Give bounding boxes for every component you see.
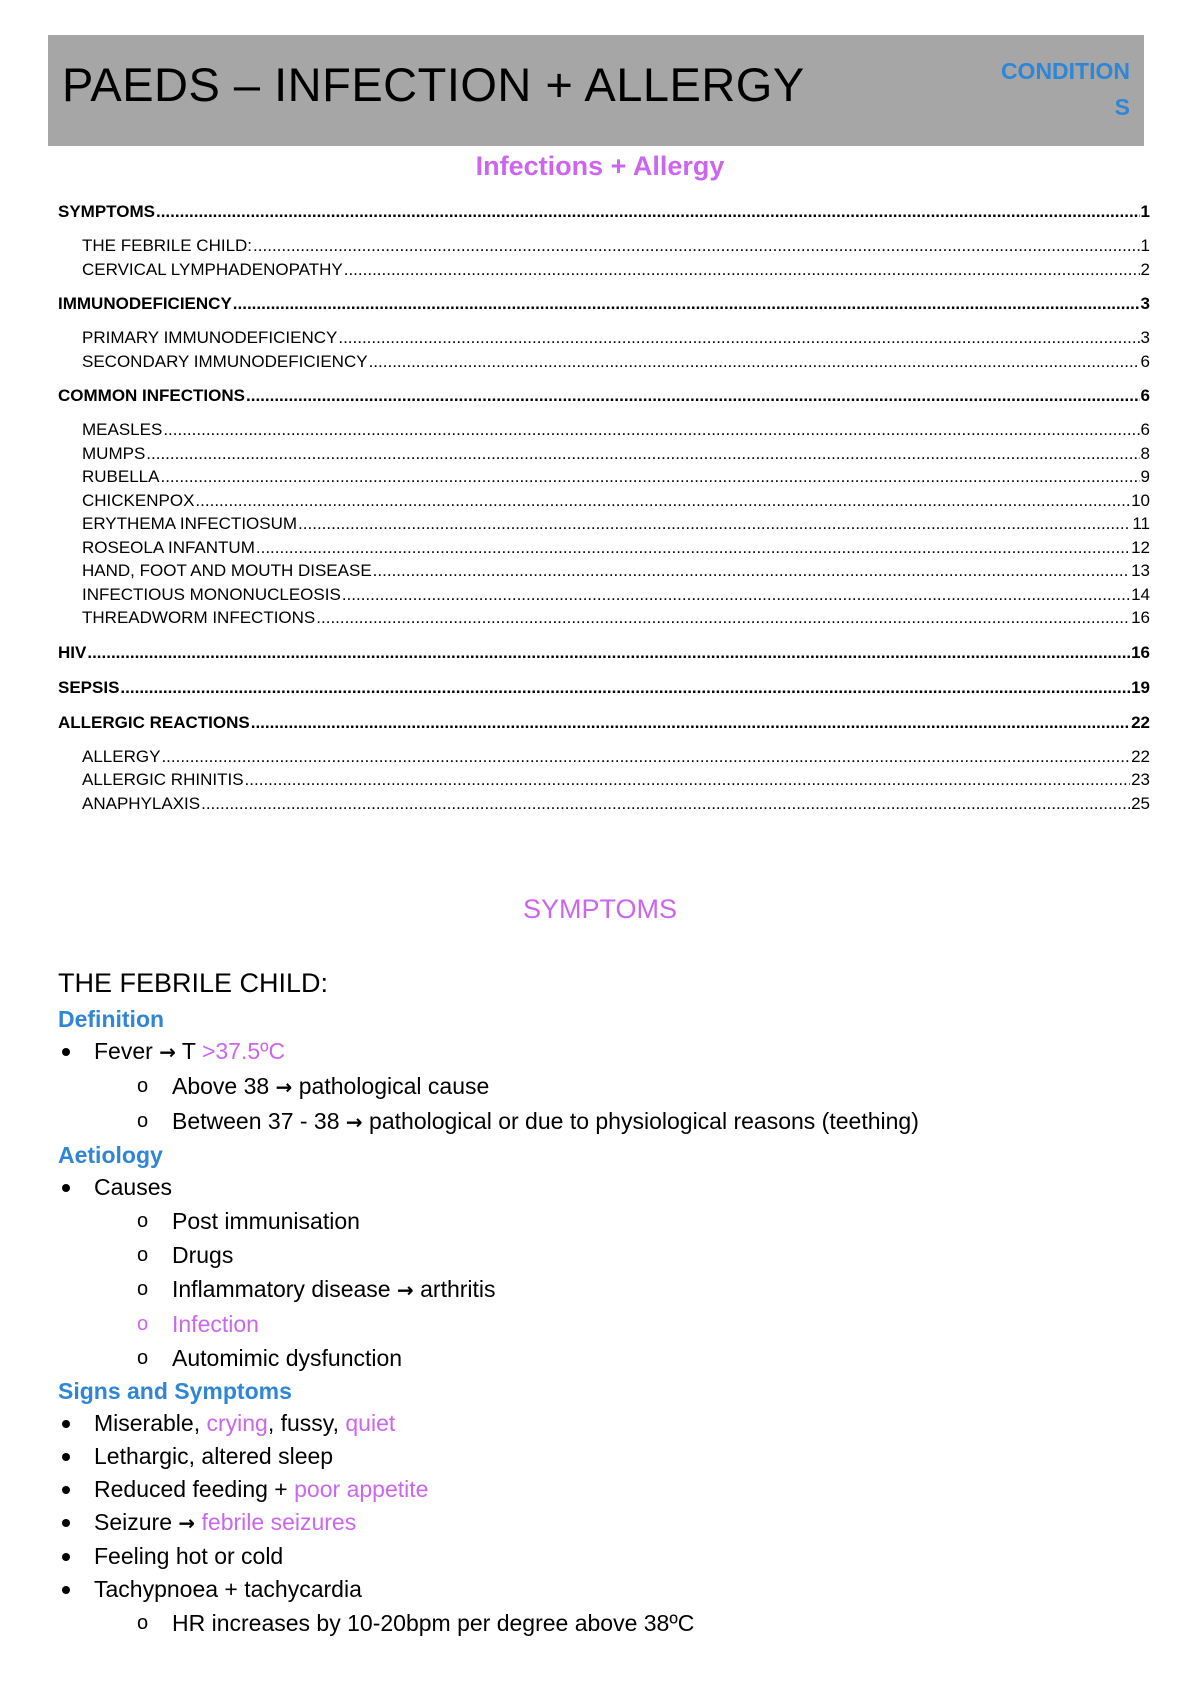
toc-entry-page: 11 — [1132, 514, 1150, 533]
toc-leader-dots — [369, 350, 1140, 374]
toc-entry-page: 12 — [1131, 537, 1150, 557]
toc-entry[interactable] — [58, 768, 1150, 792]
toc-entry-page: 16 — [1131, 642, 1150, 662]
toc-entry-label: SEPSIS — [58, 677, 120, 697]
document-category: CONDITIONS — [1000, 58, 1130, 120]
toc-entry-label: PRIMARY IMMUNODEFICIENCY — [82, 328, 338, 347]
toc-entry[interactable] — [58, 512, 1150, 536]
toc-entry[interactable] — [58, 606, 1150, 630]
toc-entry-label: COMMON INFECTIONS — [58, 386, 245, 405]
toc-entry-label: ROSEOLA INFANTUM — [82, 537, 255, 557]
subsection-title: THE FEBRILE CHILD: — [58, 968, 329, 998]
toc-entry[interactable] — [58, 536, 1150, 560]
toc-entry-label: MEASLES — [82, 420, 163, 439]
toc-entry-label: HIV — [58, 642, 87, 662]
toc-entry[interactable] — [58, 350, 1150, 374]
toc-leader-dots — [161, 745, 1130, 769]
toc-entry[interactable] — [58, 234, 1150, 258]
toc-entry-page: 9 — [1140, 467, 1150, 486]
list-item: o Drugs — [94, 1238, 1148, 1272]
list-item: Reduced feeding + poor appetite — [58, 1473, 1148, 1506]
toc-leader-dots — [146, 442, 1139, 466]
document-header — [48, 35, 1144, 146]
toc-leader-dots — [120, 676, 1130, 700]
sub-list — [94, 1606, 1148, 1640]
toc-leader-dots — [342, 583, 1130, 607]
list-item: o Inflammatory disease → arthritis — [94, 1272, 1148, 1307]
sub-list — [94, 1069, 1148, 1139]
toc-entry-page: 6 — [1140, 351, 1150, 371]
toc-entry-page: 10 — [1131, 490, 1150, 510]
toc-entry-label: MUMPS — [82, 443, 146, 463]
toc-leader-dots — [201, 792, 1130, 816]
signs-list — [58, 1407, 1148, 1640]
signs-heading: Signs and Symptoms — [58, 1378, 292, 1404]
toc-leader-dots — [245, 768, 1131, 792]
toc-entry-label: ALLERGY — [82, 746, 161, 766]
list-item: Fever → T >37.5ºC o Above 38 → pathological cause o Between 37 - 38 → pathological or due to physiological reasons (teething) — [58, 1035, 1148, 1139]
toc-entry-page: 6 — [1140, 386, 1150, 405]
list-item: Lethargic, altered sleep — [58, 1440, 1148, 1473]
toc-entry[interactable] — [58, 745, 1150, 769]
toc-entry-page: 6 — [1140, 420, 1150, 439]
section-body — [58, 963, 1148, 1640]
list-item: Causes o Post immunisation o Drugs o Inflammatory disease → arthritis o Infection o Automimic dysfunction — [58, 1171, 1148, 1375]
toc-entry[interactable] — [58, 418, 1150, 442]
arrow-icon: → — [396, 1278, 414, 1302]
list-item: o Automimic dysfunction — [94, 1341, 1148, 1375]
toc-entry-page: 22 — [1131, 746, 1150, 766]
toc-leader-dots — [233, 292, 1140, 316]
table-of-contents — [58, 200, 1150, 815]
toc-entry-page: 14 — [1131, 584, 1150, 604]
toc-leader-dots — [344, 258, 1140, 282]
aetiology-list — [58, 1171, 1148, 1375]
arrow-icon: → — [275, 1075, 293, 1099]
list-item: o HR increases by 10-20bpm per degree above 38ºC — [94, 1606, 1148, 1640]
toc-leader-dots — [160, 465, 1139, 489]
toc-entry[interactable] — [58, 792, 1150, 816]
list-item: Seizure → febrile seizures — [58, 1506, 1148, 1540]
toc-entry-label: RUBELLA — [82, 467, 160, 486]
toc-entry-label: SYMPTOMS — [58, 202, 155, 221]
toc-entry[interactable] — [58, 641, 1150, 665]
toc-entry[interactable] — [58, 489, 1150, 513]
toc-leader-dots — [195, 489, 1130, 513]
document-title: PAEDS – INFECTION + ALLERGY — [62, 58, 805, 111]
toc-entry[interactable] — [58, 559, 1150, 583]
toc-leader-dots — [256, 536, 1130, 560]
list-item: Tachypnoea + tachycardia o HR increases by 10-20bpm per degree above 38ºC — [58, 1573, 1148, 1640]
toc-entry-page: 3 — [1140, 294, 1150, 313]
toc-leader-dots — [373, 559, 1130, 583]
list-item: Feeling hot or cold — [58, 1540, 1148, 1573]
toc-leader-dots — [156, 200, 1140, 224]
toc-entry-label: ALLERGIC REACTIONS — [58, 712, 250, 732]
toc-entry-label: IMMUNODEFICIENCY — [58, 294, 232, 313]
toc-entry-label: ERYTHEMA INFECTIOSUM — [82, 514, 298, 533]
arrow-icon: → — [178, 1511, 196, 1535]
toc-entry-label: HAND, FOOT AND MOUTH DISEASE — [82, 561, 372, 580]
toc-entry-page: 22 — [1131, 712, 1150, 732]
toc-entry-page: 16 — [1131, 608, 1150, 627]
toc-leader-dots — [251, 711, 1130, 735]
toc-entry-page: 19 — [1131, 677, 1150, 697]
toc-entry-label: THREADWORM INFECTIONS — [82, 608, 316, 627]
list-item: o Between 37 - 38 → pathological or due to physiological reasons (teething) — [94, 1104, 1148, 1139]
arrow-icon: → — [345, 1110, 363, 1134]
toc-entry-page: 3 — [1140, 328, 1150, 347]
toc-entry-page: 25 — [1131, 793, 1150, 813]
toc-entry[interactable] — [58, 583, 1150, 607]
toc-entry-label: INFECTIOUS MONONUCLEOSIS — [82, 584, 341, 604]
toc-entry-label: THE FEBRILE CHILD: — [82, 236, 253, 255]
list-item: Miserable, crying, fussy, quiet — [58, 1407, 1148, 1440]
list-item: o Post immunisation — [94, 1204, 1148, 1238]
toc-entry-label: ANAPHYLAXIS — [82, 793, 201, 813]
toc-leader-dots — [87, 641, 1130, 665]
toc-entry-label: CHICKENPOX — [82, 490, 195, 510]
toc-leader-dots — [298, 512, 1131, 536]
toc-entry-page: 8 — [1140, 443, 1150, 463]
definition-list — [58, 1035, 1148, 1139]
toc-entry[interactable] — [58, 465, 1150, 489]
section-title: SYMPTOMS — [522, 894, 678, 924]
toc-entry[interactable] — [58, 676, 1150, 700]
toc-heading: Infections + Allergy — [475, 151, 725, 181]
toc-entry[interactable] — [58, 384, 1150, 408]
toc-entry-page: 13 — [1131, 561, 1150, 580]
toc-leader-dots — [163, 418, 1139, 442]
toc-leader-dots — [246, 384, 1140, 408]
toc-entry-label: CERVICAL LYMPHADENOPATHY — [82, 259, 343, 279]
toc-entry-page: 1 — [1140, 236, 1150, 255]
list-item: o Infection — [94, 1307, 1148, 1341]
aetiology-heading: Aetiology — [58, 1142, 163, 1168]
toc-entry[interactable] — [58, 200, 1150, 224]
toc-entry[interactable] — [58, 292, 1150, 316]
toc-entry[interactable] — [58, 326, 1150, 350]
toc-entry-page: 2 — [1140, 259, 1150, 279]
arrow-icon: → — [159, 1040, 176, 1064]
sub-list — [94, 1204, 1148, 1375]
toc-leader-dots — [316, 606, 1130, 630]
fever-threshold: >37.5ºC — [201, 1038, 286, 1064]
toc-entry[interactable] — [58, 258, 1150, 282]
list-item: o Above 38 → pathological cause — [94, 1069, 1148, 1104]
toc-entry-page: 23 — [1131, 770, 1150, 789]
toc-leader-dots — [253, 234, 1139, 258]
definition-heading: Definition — [58, 1006, 165, 1032]
toc-entry[interactable] — [58, 711, 1150, 735]
toc-entry[interactable] — [58, 442, 1150, 466]
toc-leader-dots — [338, 326, 1139, 350]
toc-entry-label: ALLERGIC RHINITIS — [82, 770, 244, 789]
toc-entry-label: SECONDARY IMMUNODEFICIENCY — [82, 351, 368, 371]
toc-entry-page: 1 — [1140, 202, 1150, 221]
